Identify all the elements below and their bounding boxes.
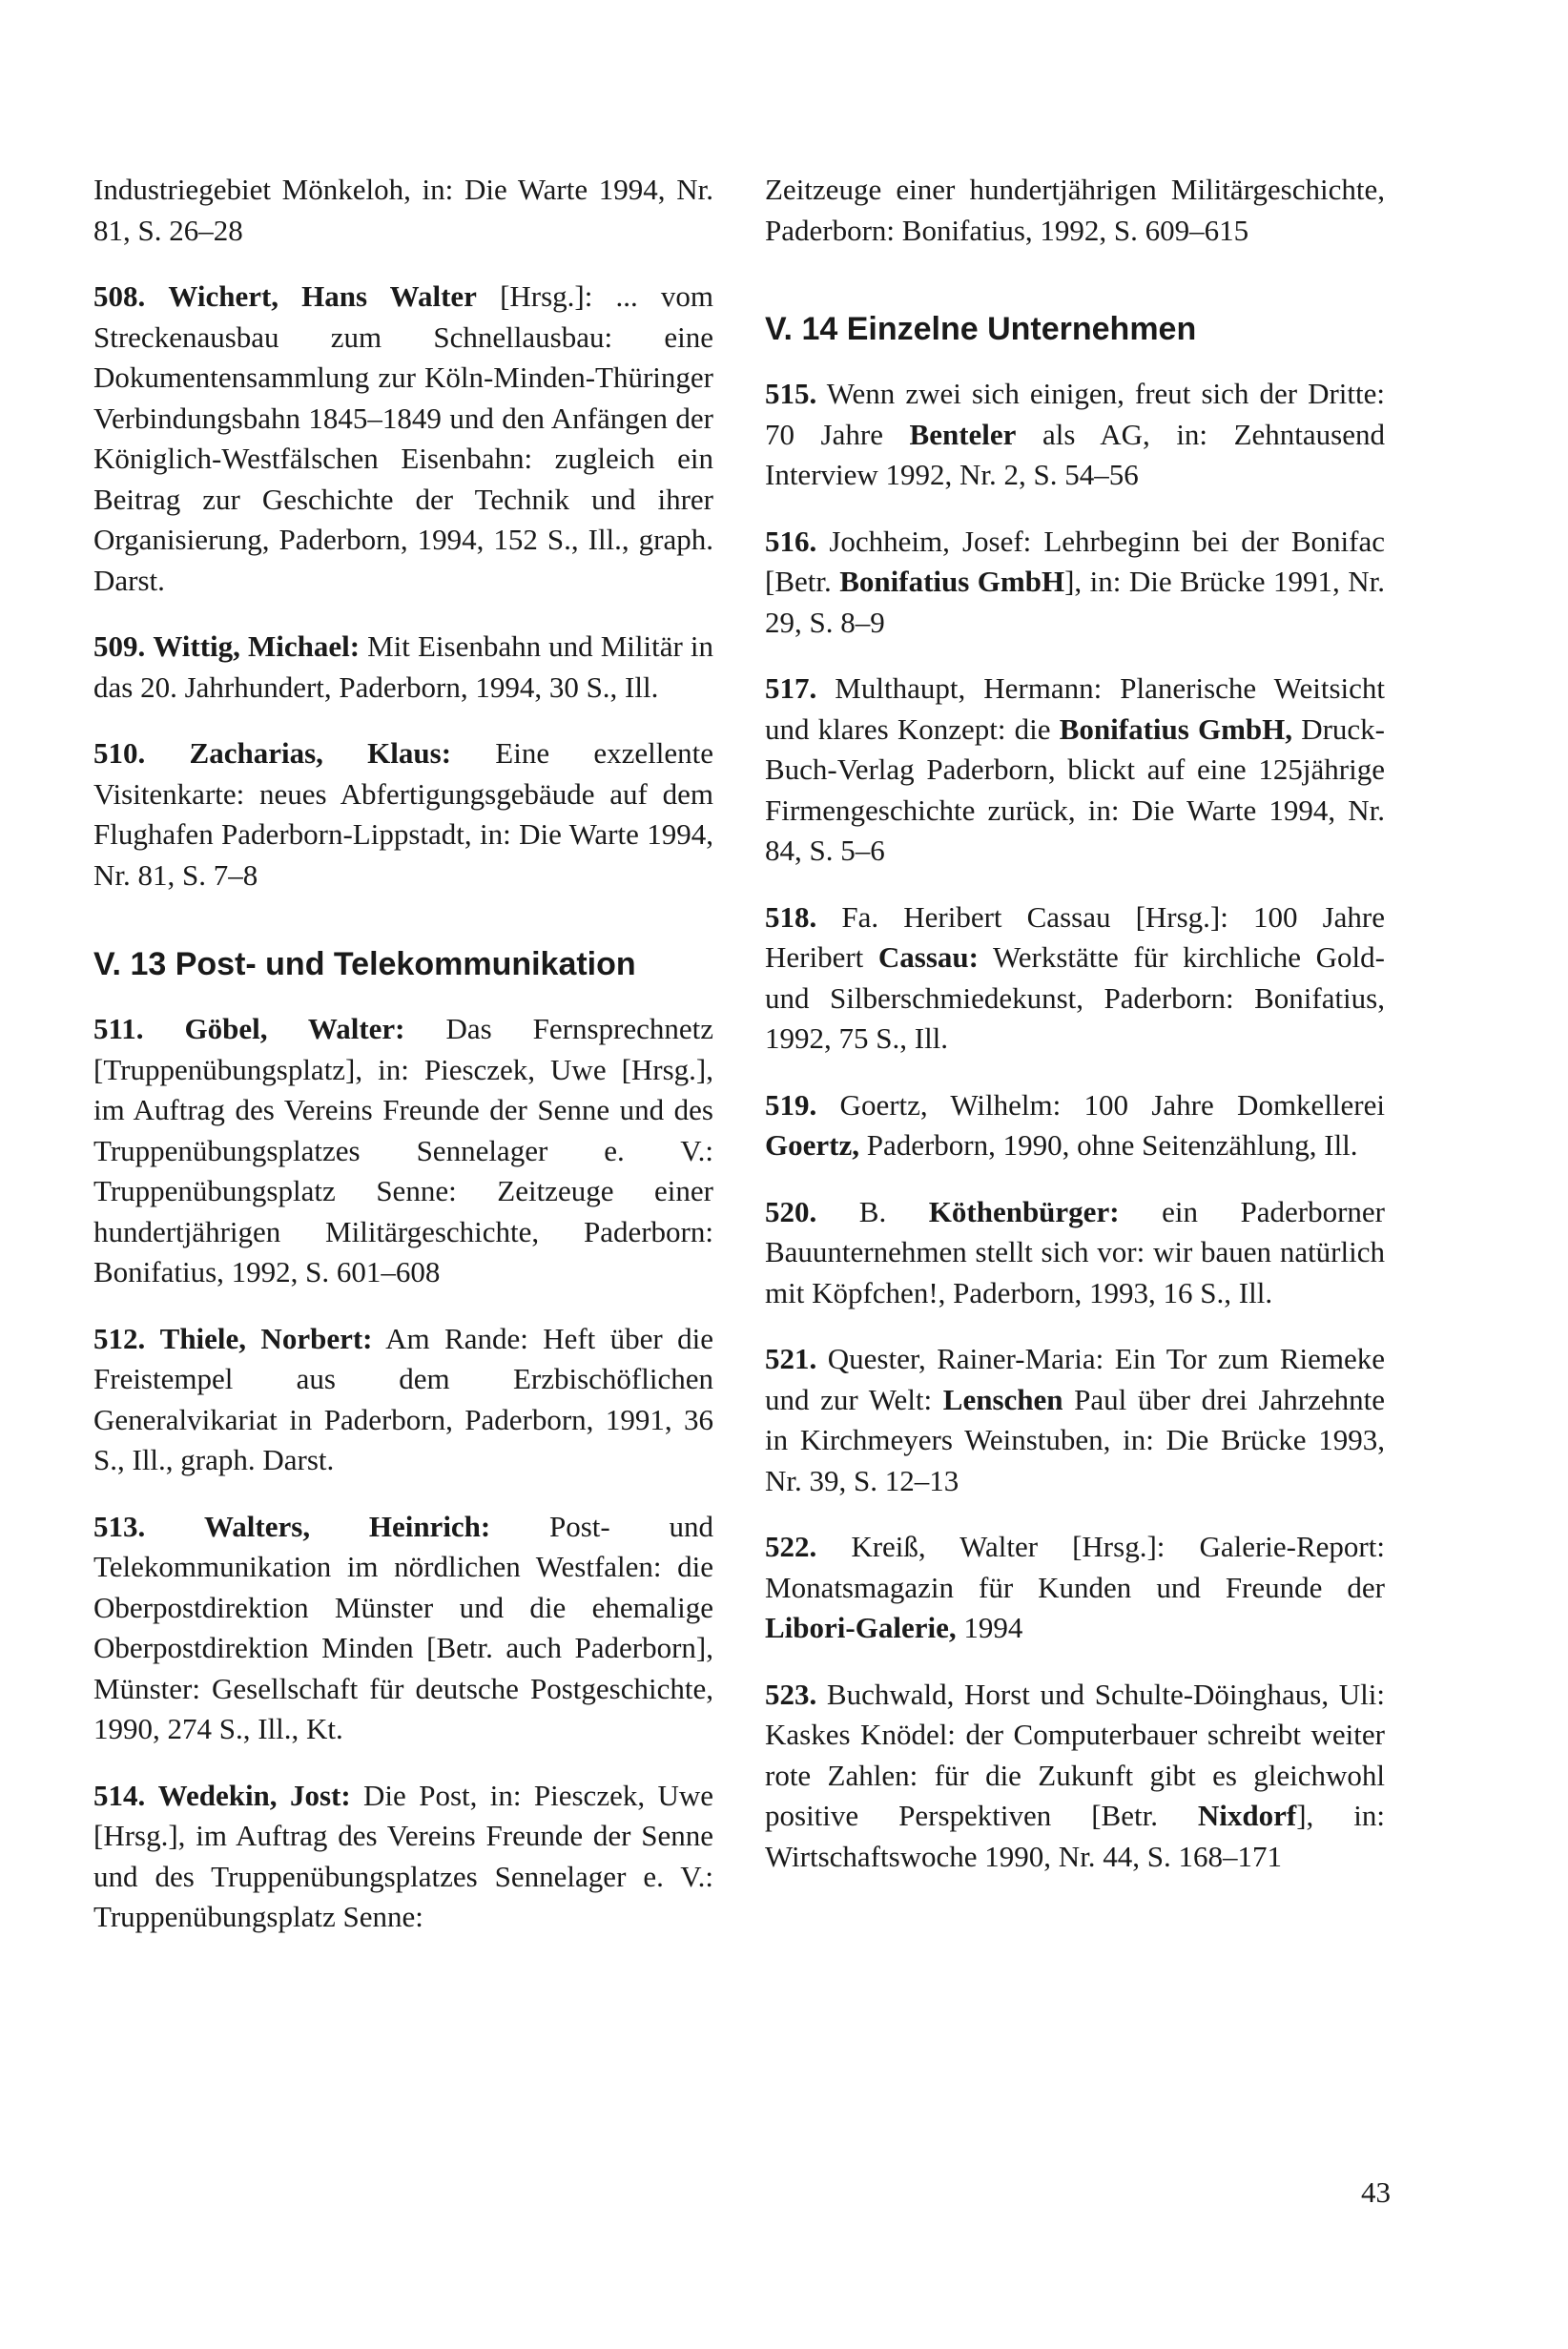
entry-text: Das Fernsprechnetz [Truppenübungsplatz], in: Piesczek, Uwe [Hrsg.], im Auftrag des Vereins Freunde der Senne und des Truppenübungsplatzes Sennelager e. V.: Truppenübungsplatz Senne: Zeitzeuge einer hundertjährigen Militärgeschichte, Paderborn: Bonifatius, 1992, S. 601–608 — [93, 1012, 714, 1288]
bibliography-entry-519 — [765, 1085, 1385, 1166]
entry-number: 514. — [93, 1778, 146, 1812]
entry-text-post: Paul über drei Jahrzehnte in Kirchmeyers Weinstuben, in: Die Brücke 1993, Nr. 39, S. 12–13 — [765, 1382, 1385, 1497]
entry-text-post: ], in: Die Brücke 1991, Nr. 29, S. 8–9 — [765, 565, 1385, 639]
bibliography-entry-511 — [93, 1009, 713, 1293]
entry-text-pre: Wenn zwei sich einigen, freut sich der Dritte: 70 Jahre — [765, 377, 1385, 451]
entry-number: 509. — [93, 629, 146, 663]
left-column — [93, 170, 713, 1964]
entry-text-pre: Jochheim, Josef: Lehrbeginn bei der Bonifac [Betr. — [765, 524, 1385, 598]
bibliography-entry-523 — [765, 1675, 1385, 1878]
entry-text-pre: Quester, Rainer-Maria: Ein Tor zum Riemeke und zur Welt: — [765, 1342, 1385, 1416]
section-heading-post-telekommunikation: V. 13 Post- und Telekommunikation — [93, 946, 636, 982]
entry-author: Wedekin, Jost: — [157, 1778, 351, 1812]
entry-number: 516. — [765, 524, 817, 558]
entry-number: 508. — [93, 279, 146, 313]
bibliography-entry-518 — [765, 897, 1385, 1060]
section-heading-einzelne-unternehmen: V. 14 Einzelne Unternehmen — [765, 311, 1197, 347]
entry-text: Am Rande: Heft über die Freistempel aus dem Erzbischöflichen Generalvikariat in Paderborn, Paderborn, 1991, 36 S., Ill., graph. Darst. — [93, 1321, 714, 1476]
entry-text-pre: Multhaupt, Hermann: Planerische Weitsicht und klares Konzept: die — [765, 671, 1385, 746]
entry-company: Cassau: — [877, 940, 979, 974]
entry-company: Benteler — [909, 417, 1017, 451]
entry-text: Mit Eisenbahn und Militär in das 20. Jahrhundert, Paderborn, 1994, 30 S., Ill. — [93, 629, 713, 704]
bibliography-entry-517 — [765, 669, 1385, 872]
page-number: 43 — [1361, 2175, 1391, 2209]
entry-text: Die Post, in: Piesczek, Uwe [Hrsg.], im Auftrag des Vereins Freunde der Senne und des Truppenübungsplatzes Sennelager e. V.: Truppenübungsplatz Senne: — [93, 1778, 714, 1933]
bibliography-entry-521 — [765, 1339, 1385, 1501]
entry-author: Göbel, Walter: — [184, 1012, 405, 1045]
entry-number: 520. — [765, 1194, 817, 1228]
entry-text-pre: Kreiß, Walter [Hrsg.]: Galerie-Report: Monatsmagazin für Kunden und Freunde der — [765, 1530, 1385, 1604]
bibliography-entry-515 — [765, 374, 1385, 496]
bibliography-entry-513 — [93, 1507, 713, 1750]
entry-author: Zacharias, Klaus: — [189, 736, 452, 770]
entry-text-post: ein Paderborner Bauunternehmen stellt sich vor: wir bauen natürlich mit Köpfchen!, Paderborn, 1993, 16 S., Ill. — [765, 1194, 1385, 1309]
entry-text-post: Druck-Buch-Verlag Paderborn, blickt auf eine 125jährige Firmengeschichte zurück, in: Die Warte 1994, Nr. 84, S. 5–6 — [765, 711, 1385, 867]
bibliography-entry-512 — [93, 1319, 713, 1481]
entry-number: 511. — [93, 1012, 144, 1045]
entry-text-post: 1994 — [956, 1611, 1023, 1644]
entry-text: [Hrsg.]: ... vom Streckenausbau zum Schnellausbau: eine Dokumentensammlung zur Köln-Minden-Thüringer Verbindungsbahn 1845–1849 und den Anfängen der Königlich-Westfälschen Eisenbahn: zugleich ein Beitrag zur Geschichte der Technik und ihrer Organisierung, Paderborn, 1994, 152 S., Ill., graph. Darst. — [93, 279, 713, 597]
entry-text-pre: Fa. Heribert Cassau [Hrsg.]: 100 Jahre Heribert — [765, 899, 1385, 974]
entry-company: Bonifatius GmbH — [839, 565, 1065, 598]
entry-company: Nixdorf — [1197, 1799, 1297, 1832]
entry-text-post: ], in: Wirtschaftswoche 1990, Nr. 44, S. 168–171 — [765, 1799, 1385, 1873]
entry-author: Thiele, Norbert: — [159, 1321, 373, 1355]
entry-number: 510. — [93, 736, 146, 770]
entry-company: Libori-Galerie, — [765, 1611, 957, 1644]
bibliography-entry-510 — [93, 733, 713, 896]
bibliography-entry-514 — [93, 1776, 713, 1938]
entry-company: Köthenbürger: — [928, 1194, 1120, 1228]
entry-text-post: als AG, in: Zehntausend Interview 1992, Nr. 2, S. 54–56 — [765, 417, 1385, 491]
right-column — [765, 170, 1385, 1903]
entry-number: 519. — [765, 1087, 817, 1122]
entry-company: Bonifatius GmbH, — [1059, 711, 1293, 746]
bibliography-entry-520 — [765, 1192, 1385, 1314]
bibliography-entry-continued: Industriegebiet Mönkeloh, in: Die Warte 1994, Nr. 81, S. 26–28 — [93, 173, 713, 247]
entry-number: 513. — [93, 1509, 146, 1543]
entry-text: Post- und Telekommunikation im nördlichen Westfalen: die Oberpostdirektion Münster und die ehemalige Oberpostdirektion Minden [Betr. auch Paderborn], Münster: Gesellschaft für deutsche Postgeschichte, 1990, 274 S., Ill., Kt. — [93, 1509, 713, 1745]
entry-number: 512. — [93, 1321, 146, 1355]
entry-text-post: Werkstätte für kirchliche Gold- und Silberschmiedekunst, Paderborn: Bonifatius, 1992, 75 S., Ill. — [765, 940, 1385, 1055]
entry-author: Wichert, Hans Walter — [168, 279, 477, 313]
entry-text-pre: B. — [816, 1194, 929, 1228]
entry-number: 522. — [765, 1530, 817, 1563]
entry-number: 515. — [765, 377, 817, 410]
entry-text: Eine exzellente Visitenkarte: neues Abfertigungsgebäude auf dem Flughafen Paderborn-Lippstadt, in: Die Warte 1994, Nr. 81, S. 7–8 — [93, 736, 714, 892]
entry-text-pre: Buchwald, Horst und Schulte-Döinghaus, Uli: Kaskes Knödel: der Computerbauer schreibt weiter rote Zahlen: für die Zukunft gibt es gleichwohl positive Perspektiven [Betr. — [765, 1677, 1385, 1832]
entry-author: Walters, Heinrich: — [204, 1509, 491, 1543]
entry-text-pre: Goertz, Wilhelm: 100 Jahre Domkellerei — [816, 1087, 1385, 1122]
entry-number: 521. — [765, 1342, 817, 1375]
entry-text-post: Paderborn, 1990, ohne Seitenzählung, Ill. — [858, 1128, 1358, 1162]
bibliography-entry-509 — [93, 627, 713, 708]
bibliography-entry-508 — [93, 277, 713, 601]
bibliography-entry-522 — [765, 1527, 1385, 1649]
entry-number: 523. — [765, 1677, 817, 1711]
entry-author: Wittig, Michael: — [153, 629, 361, 663]
bibliography-entry-continued: Zeitzeuge einer hundertjährigen Militärgeschichte, Paderborn: Bonifatius, 1992, S. 609–615 — [765, 173, 1385, 247]
entry-company: Lenschen — [942, 1382, 1063, 1416]
entry-number: 517. — [765, 671, 817, 705]
bibliography-entry-516 — [765, 522, 1385, 644]
entry-number: 518. — [765, 899, 817, 934]
entry-company: Goertz, — [765, 1128, 859, 1162]
